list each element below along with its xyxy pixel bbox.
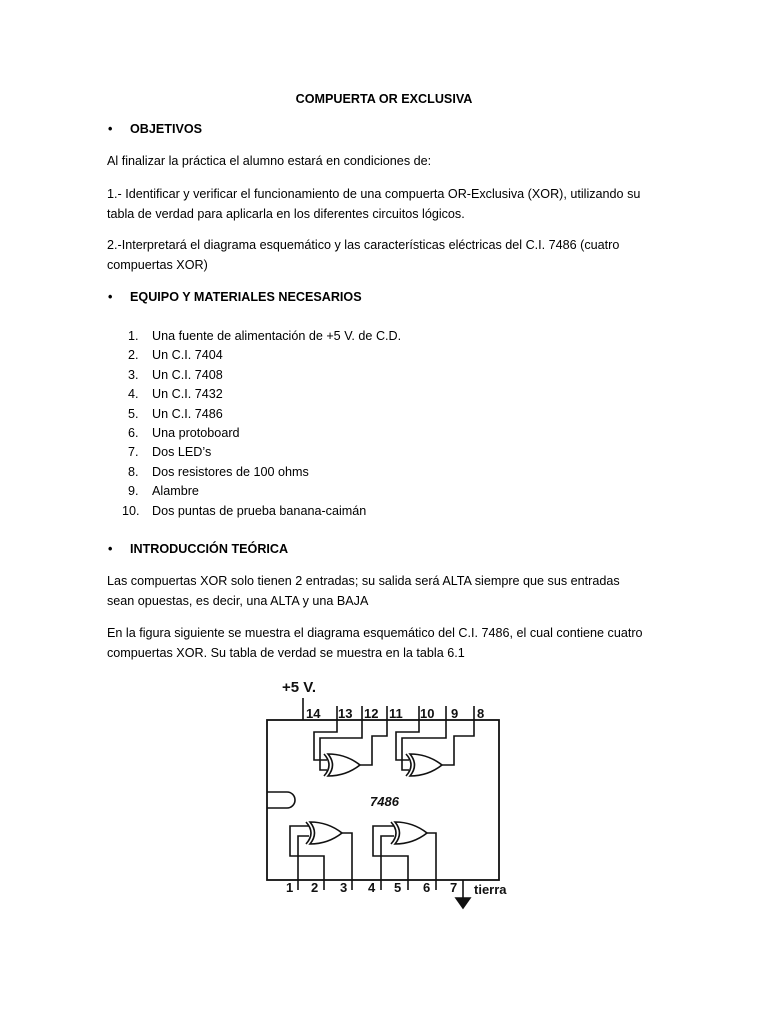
- bottom-pin-labels: [286, 880, 457, 895]
- chip-label: 7486: [370, 794, 399, 809]
- list-item: [107, 443, 401, 462]
- pin-label-6: 6: [423, 880, 431, 895]
- xor-gate-top-right: [396, 720, 474, 776]
- list-text: Un C.I. 7404: [152, 348, 223, 363]
- ground-label: tierra: [474, 882, 507, 897]
- list-number: 3.: [128, 367, 139, 382]
- section-introduccion: [108, 540, 289, 560]
- list-text: Dos puntas de prueba banana-caimán: [152, 503, 367, 518]
- pin-label-2: 2: [311, 880, 319, 895]
- list-text: Una fuente de alimentación de +5 V. de C.D.: [152, 329, 402, 343]
- list-number: 5.: [128, 406, 139, 421]
- xor-gate-bottom-left: [290, 822, 352, 880]
- list-text: Un C.I. 7432: [152, 387, 223, 402]
- paragraph-xor-description: Las compuertas XOR solo tienen 2 entradas; su salida será ALTA siempre que sus entradas sean opuestas, es decir, una ALTA y una BAJA: [107, 574, 620, 608]
- list-text: Alambre: [152, 484, 199, 499]
- bullet-glyph: •: [108, 290, 113, 304]
- list-text: Una protoboard: [152, 425, 240, 440]
- pin-label-13: 13: [338, 706, 353, 721]
- list-number: 8.: [128, 464, 139, 479]
- list-item: [107, 366, 401, 385]
- list-item: [107, 327, 401, 346]
- section-objetivos: [108, 120, 203, 140]
- bottom-pins: [298, 880, 463, 906]
- list-item: [107, 424, 401, 443]
- list-text: Un C.I. 7408: [152, 367, 223, 382]
- list-text: Dos resistores de 100 ohms: [152, 464, 309, 479]
- list-item: [107, 405, 401, 424]
- pin-label-3: 3: [340, 880, 348, 895]
- pin-label-14: 14: [306, 706, 321, 721]
- list-item: [107, 502, 401, 521]
- page-title: COMPUERTA OR EXCLUSIVA: [295, 92, 473, 106]
- list-item: [107, 385, 401, 404]
- list-number: 10.: [122, 503, 140, 518]
- supply-label: +5 V.: [282, 679, 317, 696]
- ic-7486-schematic: [0, 670, 768, 910]
- section-equipo: [108, 288, 362, 308]
- xor-gate-bottom-right: [373, 822, 436, 880]
- list-number: 7.: [128, 445, 139, 460]
- pin-label-4: 4: [368, 880, 376, 895]
- list-number: 4.: [128, 387, 139, 402]
- section-equipo-label: EQUIPO Y MATERIALES NECESARIOS: [130, 290, 362, 304]
- xor-gate-top-left: [314, 720, 387, 776]
- paragraph-objective-2: 2.-Interpretará el diagrama esquemático y las características eléctricas del C.I. 7486 (cuatro compuertas XOR): [107, 238, 620, 272]
- materials-list: [107, 327, 401, 521]
- ground-symbol: [456, 898, 470, 908]
- list-item: [107, 346, 401, 365]
- bullet-glyph: •: [108, 122, 113, 136]
- section-introduccion-label: INTRODUCCIÓN TEÓRICA: [130, 542, 289, 556]
- list-number: 2.: [128, 348, 139, 363]
- list-number: 6.: [128, 425, 139, 440]
- pin-label-5: 5: [394, 880, 402, 895]
- list-item: [107, 463, 401, 482]
- list-item: [107, 482, 401, 501]
- pin-label-10: 10: [420, 706, 435, 721]
- pin-label-11: 11: [389, 706, 403, 721]
- pin-label-8: 8: [477, 706, 485, 721]
- paragraph-objective-1: 1.- Identificar y verificar el funcionamiento de una compuerta OR-Exclusiva (XOR), utilizando su tabla de verdad para aplicarla en los diferentes circuitos lógicos.: [107, 187, 641, 221]
- list-text: Un C.I. 7486: [152, 406, 223, 421]
- pin-label-12: 12: [364, 706, 379, 721]
- top-pin-labels: [306, 706, 484, 721]
- paragraph-figure-reference: En la figura siguiente se muestra el diagrama esquemático del C.I. 7486, el cual contiene cuatro compuertas XOR. Su tabla de verdad se muestra en la tabla 6.1: [107, 626, 643, 660]
- chip-notch: [267, 792, 295, 808]
- bullet-glyph: •: [108, 542, 113, 556]
- section-objetivos-label: OBJETIVOS: [130, 122, 203, 136]
- list-text: Dos LED’s: [152, 445, 212, 460]
- pin-label-7: 7: [450, 880, 458, 895]
- paragraph-intro: Al finalizar la práctica el alumno estará en condiciones de:: [107, 154, 432, 168]
- list-number: 9.: [128, 484, 139, 499]
- list-number: 1.: [128, 329, 139, 343]
- pin-label-9: 9: [451, 706, 459, 721]
- pin-label-1: 1: [286, 880, 294, 895]
